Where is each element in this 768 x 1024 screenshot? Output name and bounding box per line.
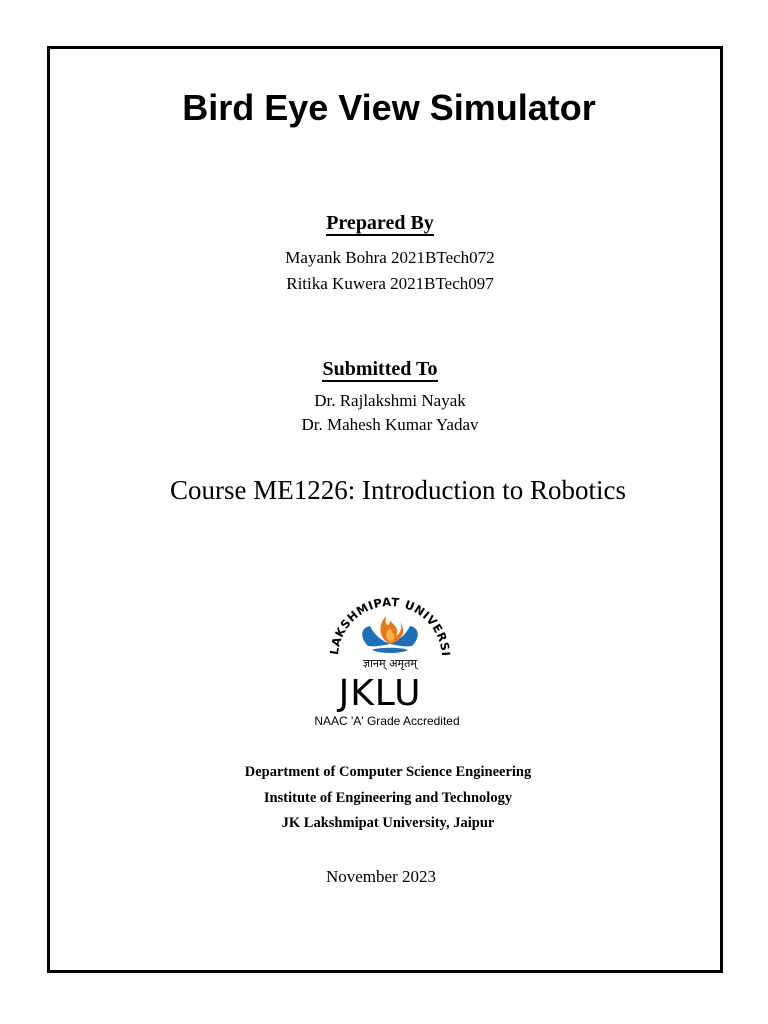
- author-name: Ritika Kuwera 2021BTech097: [286, 274, 494, 293]
- submitted-to-heading: [0, 356, 760, 382]
- logo-arc-text: [310, 580, 453, 660]
- supervisor-name: Dr. Rajlakshmi Nayak: [314, 391, 466, 410]
- course-name: Course ME1226: Introduction to Robotics: [170, 475, 626, 505]
- document-date: November 2023: [325, 867, 436, 886]
- submitted-to-heading-text: Submitted To: [322, 358, 438, 380]
- affiliation-line: JK Lakshmipat University, Jaipur: [281, 815, 495, 831]
- supervisor-name: Dr. Mahesh Kumar Yadav: [301, 415, 479, 434]
- naac-accreditation: NAAC 'A' Grade Accredited: [314, 714, 460, 728]
- document-title: Bird Eye View Simulator: [182, 87, 596, 128]
- author-name: Mayank Bohra 2021BTech072: [285, 248, 495, 267]
- logo-motto: ज्ञानम् अमृतम्: [363, 657, 417, 670]
- page-border: [47, 46, 723, 973]
- lotus-base: [372, 648, 408, 653]
- prepared-by-heading-text: Prepared By: [326, 212, 434, 234]
- prepared-by-heading: [0, 210, 760, 236]
- jklu-wordmark: JKLU: [338, 673, 422, 714]
- logo-arc-textpath: LAKSHMIPAT UNIVERSI: [327, 594, 454, 658]
- affiliation-line: Department of Computer Science Engineering: [244, 764, 532, 780]
- affiliation-line: Institute of Engineering and Technology: [263, 790, 513, 806]
